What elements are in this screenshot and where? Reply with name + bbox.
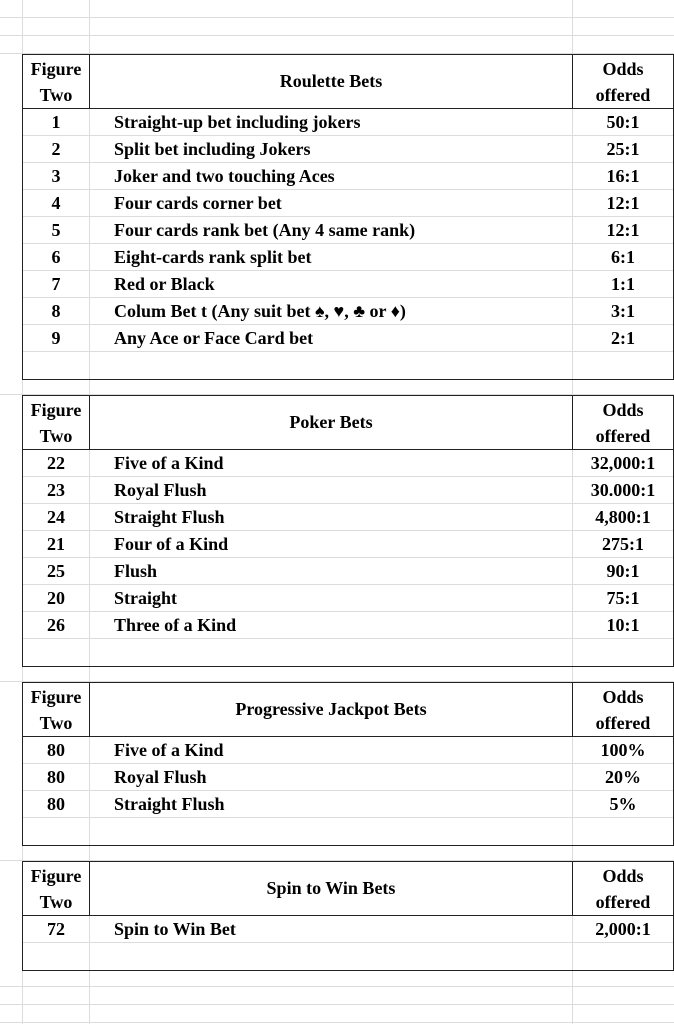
- odds-cell: 30.000:1: [590, 480, 656, 500]
- header-odds-line1: Odds: [602, 399, 644, 420]
- odds-column-header: [573, 396, 673, 449]
- figure-number-cell: [23, 352, 90, 379]
- spin-to-win-bets-table: [22, 861, 674, 971]
- header-figure-line2: Two: [39, 84, 73, 105]
- bet-name-cell: Straight Flush: [90, 504, 573, 530]
- figure-number-cell: 3: [23, 163, 90, 189]
- bet-name-cell: [90, 818, 573, 845]
- odds-column-header: [573, 55, 673, 108]
- header-figure-line2: Two: [39, 891, 73, 912]
- figure-number-cell: 9: [23, 325, 90, 351]
- bet-name-cell: Joker and two touching Aces: [90, 163, 573, 189]
- bet-name-cell: Colum Bet t (Any suit bet ♠, ♥, ♣ or ♦): [90, 298, 573, 324]
- table-title: Poker Bets: [90, 396, 573, 449]
- header-figure-line1: Figure: [30, 399, 82, 420]
- figure-number-cell: 5: [23, 217, 90, 243]
- table-row: [23, 325, 673, 352]
- table-row: [23, 109, 673, 136]
- odds-column-header: [573, 862, 673, 915]
- figure-column-header: [23, 683, 90, 736]
- odds-cell: 75:1: [606, 588, 640, 608]
- odds-cell: [573, 818, 673, 845]
- odds-cell: 12:1: [606, 193, 640, 213]
- table-title: Progressive Jackpot Bets: [90, 683, 573, 736]
- bet-name-cell: Spin to Win Bet: [90, 916, 573, 942]
- figure-number-cell: [23, 639, 90, 666]
- figure-column-header: [23, 862, 90, 915]
- bet-name-cell: Red or Black: [90, 271, 573, 297]
- bet-name-cell: Royal Flush: [90, 764, 573, 790]
- table-row: [23, 818, 673, 845]
- odds-cell: 6:1: [611, 247, 635, 267]
- table-row: [23, 916, 673, 943]
- bet-name-cell: [90, 352, 573, 379]
- figure-number-cell: 80: [23, 791, 90, 817]
- header-odds-line2: offered: [595, 891, 651, 912]
- odds-cell: 2:1: [611, 328, 635, 348]
- odds-cell: 1:1: [611, 274, 635, 294]
- table-row: [23, 136, 673, 163]
- table-row: [23, 477, 673, 504]
- grid-row: [0, 987, 674, 1005]
- odds-cell: 275:1: [602, 534, 644, 554]
- odds-cell: 2,000:1: [595, 919, 651, 939]
- bet-name-cell: Flush: [90, 558, 573, 584]
- grid-row: [0, 36, 674, 54]
- figure-number-cell: 21: [23, 531, 90, 557]
- header-odds-line2: offered: [595, 425, 651, 446]
- table-row: [23, 352, 673, 379]
- figure-number-cell: [23, 818, 90, 845]
- table-header: [23, 683, 673, 737]
- table-title: Roulette Bets: [90, 55, 573, 108]
- bet-name-cell: Eight-cards rank split bet: [90, 244, 573, 270]
- odds-cell: 5%: [609, 794, 637, 814]
- grid-row: [0, 1005, 674, 1023]
- table-row: [23, 943, 673, 970]
- odds-cell: 32,000:1: [590, 453, 656, 473]
- table-row: [23, 190, 673, 217]
- odds-cell: 4,800:1: [595, 507, 651, 527]
- odds-cell: 90:1: [606, 561, 640, 581]
- progressive-jackpot-bets-table: [22, 682, 674, 846]
- bet-name-cell: Four of a Kind: [90, 531, 573, 557]
- odds-column-header: [573, 683, 673, 736]
- figure-number-cell: 25: [23, 558, 90, 584]
- header-odds-line2: offered: [595, 712, 651, 733]
- roulette-bets-table: [22, 54, 674, 380]
- figure-column-header: [23, 396, 90, 449]
- bet-name-cell: Straight: [90, 585, 573, 611]
- header-odds-line1: Odds: [602, 686, 644, 707]
- bet-name-cell: Any Ace or Face Card bet: [90, 325, 573, 351]
- bet-name-cell: Royal Flush: [90, 477, 573, 503]
- grid-row: [0, 0, 674, 18]
- figure-number-cell: 22: [23, 450, 90, 476]
- header-odds-line2: offered: [595, 84, 651, 105]
- table-row: [23, 585, 673, 612]
- figure-column-header: [23, 55, 90, 108]
- odds-cell: 50:1: [606, 112, 640, 132]
- header-odds-line1: Odds: [602, 865, 644, 886]
- bet-name-cell: Straight Flush: [90, 791, 573, 817]
- figure-number-cell: 80: [23, 737, 90, 763]
- bet-name-cell: Three of a Kind: [90, 612, 573, 638]
- header-figure-line2: Two: [39, 425, 73, 446]
- grid-row: [0, 18, 674, 36]
- table-title: Spin to Win Bets: [90, 862, 573, 915]
- grid-row: [0, 969, 674, 987]
- table-row: [23, 531, 673, 558]
- bet-name-cell: Five of a Kind: [90, 737, 573, 763]
- figure-number-cell: 72: [23, 916, 90, 942]
- odds-cell: 100%: [600, 740, 646, 760]
- figure-number-cell: [23, 943, 90, 970]
- header-figure-line1: Figure: [30, 58, 82, 79]
- figure-number-cell: 6: [23, 244, 90, 270]
- bet-name-cell: Four cards corner bet: [90, 190, 573, 216]
- bet-name-cell: Split bet including Jokers: [90, 136, 573, 162]
- bet-name-cell: [90, 639, 573, 666]
- table-row: [23, 639, 673, 666]
- odds-cell: [573, 943, 673, 970]
- bet-name-cell: Straight-up bet including jokers: [90, 109, 573, 135]
- table-header: [23, 862, 673, 916]
- table-row: [23, 791, 673, 818]
- header-figure-line2: Two: [39, 712, 73, 733]
- table-row: [23, 558, 673, 585]
- figure-number-cell: 2: [23, 136, 90, 162]
- table-row: [23, 244, 673, 271]
- odds-cell: 3:1: [611, 301, 635, 321]
- poker-bets-table: [22, 395, 674, 667]
- header-figure-line1: Figure: [30, 865, 82, 886]
- table-row: [23, 450, 673, 477]
- figure-number-cell: 26: [23, 612, 90, 638]
- header-figure-line1: Figure: [30, 686, 82, 707]
- table-row: [23, 504, 673, 531]
- header-odds-line1: Odds: [602, 58, 644, 79]
- odds-cell: 25:1: [606, 139, 640, 159]
- table-row: [23, 298, 673, 325]
- table-header: [23, 55, 673, 109]
- figure-number-cell: 7: [23, 271, 90, 297]
- figure-number-cell: 8: [23, 298, 90, 324]
- figure-number-cell: 20: [23, 585, 90, 611]
- figure-number-cell: 80: [23, 764, 90, 790]
- odds-cell: [573, 639, 673, 666]
- odds-cell: 12:1: [606, 220, 640, 240]
- figure-number-cell: 24: [23, 504, 90, 530]
- odds-cell: 16:1: [606, 166, 640, 186]
- table-row: [23, 764, 673, 791]
- table-row: [23, 612, 673, 639]
- table-row: [23, 737, 673, 764]
- table-row: [23, 163, 673, 190]
- odds-cell: 20%: [605, 767, 641, 787]
- bet-name-cell: Four cards rank bet (Any 4 same rank): [90, 217, 573, 243]
- table-header: [23, 396, 673, 450]
- figure-number-cell: 4: [23, 190, 90, 216]
- bet-name-cell: [90, 943, 573, 970]
- figure-number-cell: 23: [23, 477, 90, 503]
- odds-cell: 10:1: [606, 615, 640, 635]
- table-row: [23, 217, 673, 244]
- bet-name-cell: Five of a Kind: [90, 450, 573, 476]
- odds-cell: [573, 352, 673, 379]
- figure-number-cell: 1: [23, 109, 90, 135]
- table-row: [23, 271, 673, 298]
